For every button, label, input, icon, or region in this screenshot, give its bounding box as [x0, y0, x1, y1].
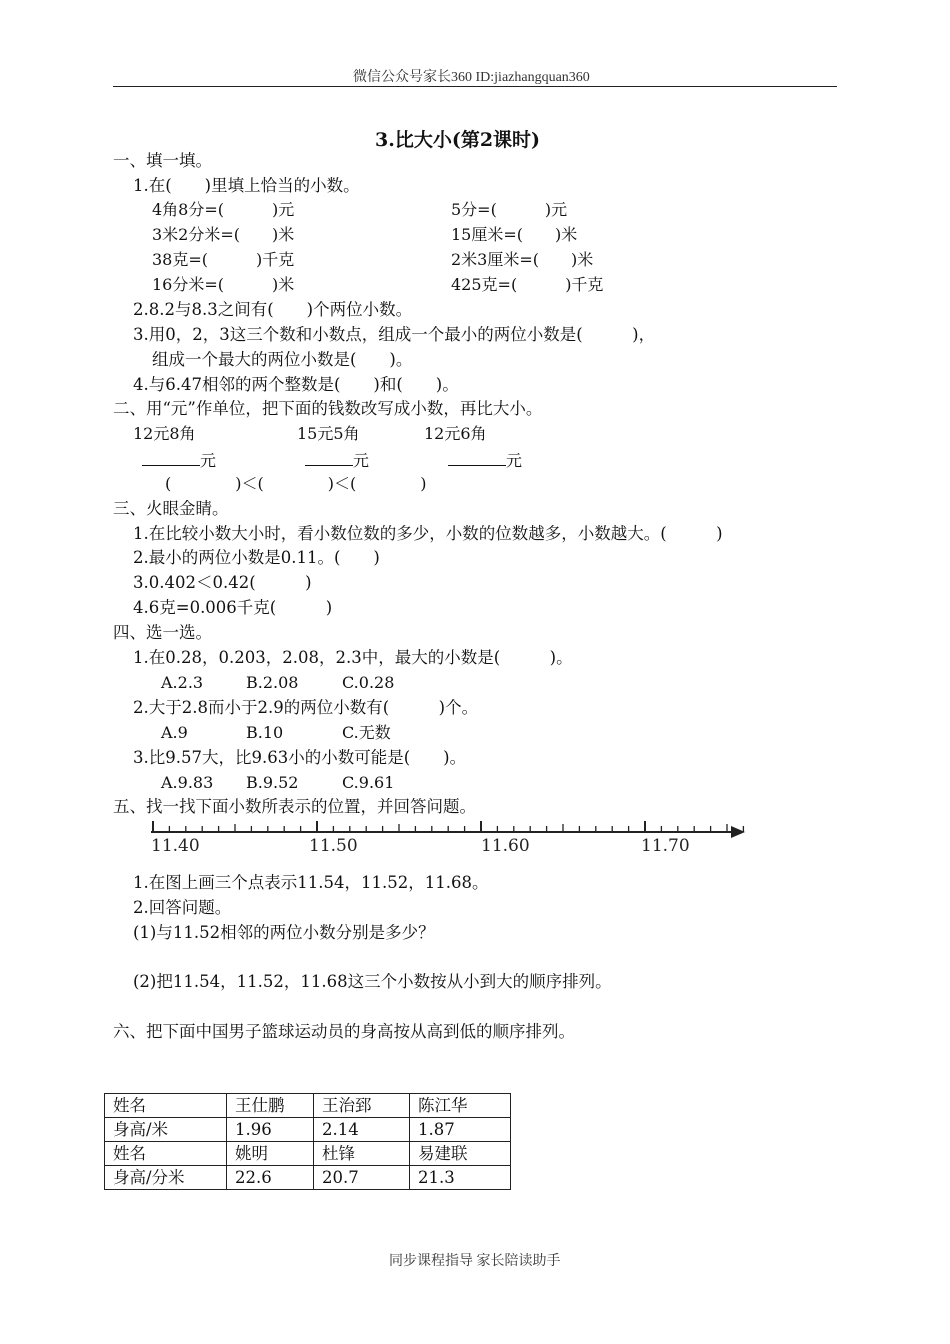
number-line [145, 816, 750, 858]
s1-question-2: 2.8.2与8.3之间有( )个两位小数。 [133, 300, 413, 319]
number-line-label: 11.50 [309, 836, 358, 856]
table-cell: 1.96 [227, 1118, 314, 1142]
page-header: 微信公众号家长360 ID:jiazhangquan360 [353, 70, 590, 85]
s1-q1-item: 5分=( )元 [451, 200, 568, 219]
section-1-heading: 一、填一填。 [113, 151, 212, 170]
table-cell: 陈江华 [410, 1094, 511, 1118]
s1-question-3b: 组成一个最大的两位小数是( )。 [152, 350, 413, 369]
s4-q3-option-c: C.9.61 [342, 773, 395, 792]
s1-q1-item: 2米3厘米=( )米 [451, 250, 594, 269]
table-cell: 王仕鹏 [227, 1094, 314, 1118]
s1-q1-item: 38克=( )千克 [152, 250, 295, 269]
table-cell: 身高/分米 [105, 1166, 227, 1190]
number-line-ticks [153, 821, 743, 832]
s4-q2-option-b: B.10 [246, 723, 284, 742]
s2-money-item: 15元5角 [297, 424, 360, 443]
s4-q2-option-c: C.无数 [342, 723, 391, 742]
table-row [105, 1166, 511, 1190]
table-cell: 21.3 [410, 1166, 511, 1190]
s4-q2-option-a: A.9 [161, 723, 188, 742]
table-cell: 杜锋 [314, 1142, 410, 1166]
table-cell: 身高/米 [105, 1118, 227, 1142]
height-table [104, 1093, 511, 1190]
number-line-label: 11.60 [481, 836, 530, 856]
table-cell: 姓名 [105, 1142, 227, 1166]
s1-q1-item: 15厘米=( )米 [451, 225, 578, 244]
s4-question-3: 3.比9.57大，比9.63小的小数可能是( )。 [133, 748, 467, 767]
s5-question-2: 2.回答问题。 [133, 898, 232, 917]
s4-q1-option-b: B.2.08 [246, 673, 299, 692]
table-row [105, 1094, 511, 1118]
table-cell: 易建联 [410, 1142, 511, 1166]
page-footer: 同步课程指导 家长陪读助手 [389, 1254, 561, 1269]
section-6-heading: 六、把下面中国男子篮球运动员的身高按从高到低的顺序排列。 [113, 1022, 575, 1041]
s1-question-4: 4.与6.47相邻的两个整数是( )和( )。 [133, 375, 459, 394]
s1-question-3a: 3.用0，2，3这三个数和小数点，组成一个最小的两位小数是( )， [133, 325, 656, 344]
table-cell: 2.14 [314, 1118, 410, 1142]
s1-q1-item: 4角8分=( )元 [152, 200, 295, 219]
s3-question-2: 2.最小的两位小数是0.11。( ) [133, 548, 380, 567]
s1-q1-item: 16分米=( )米 [152, 275, 295, 294]
s2-answer-blank[interactable]: 元 [448, 449, 522, 472]
s3-question-1: 1.在比较小数大小时，看小数位数的多少，小数的位数越多，小数越大。( ) [133, 524, 723, 543]
table-cell: 22.6 [227, 1166, 314, 1190]
s5-question-2-1: (1)与11.52相邻的两位小数分别是多少？ [133, 923, 435, 942]
section-2-heading: 二、用“元”作单位，把下面的钱数改写成小数，再比大小。 [113, 399, 543, 418]
table-cell: 王治郅 [314, 1094, 410, 1118]
number-line-label: 11.70 [641, 836, 690, 856]
table-row [105, 1118, 511, 1142]
s2-answer-blank[interactable]: 元 [305, 449, 369, 472]
s2-money-item: 12元6角 [424, 424, 487, 443]
s4-question-1: 1.在0.28，0.203，2.08，2.3中，最大的小数是( )。 [133, 648, 573, 667]
s3-question-3: 3.0.402＜0.42( ) [133, 573, 312, 592]
s4-q1-option-c: C.0.28 [342, 673, 395, 692]
table-cell: 姚明 [227, 1142, 314, 1166]
section-3-heading: 三、火眼金睛。 [113, 499, 229, 518]
table-row [105, 1142, 511, 1166]
s1-q1-item: 425克=( )千克 [451, 275, 604, 294]
s5-question-1: 1.在图上画三个点表示11.54，11.52，11.68。 [133, 873, 489, 892]
s2-money-item: 12元8角 [133, 424, 196, 443]
s3-question-4: 4.6克=0.006千克( ) [133, 598, 333, 617]
s4-q3-option-a: A.9.83 [161, 773, 214, 792]
table-cell: 1.87 [410, 1118, 511, 1142]
s2-compare: ( )＜( )＜( ) [165, 474, 427, 493]
s5-question-2-2: (2)把11.54，11.52，11.68这三个小数按从小到大的顺序排列。 [133, 972, 612, 991]
s4-question-2: 2.大于2.8而小于2.9的两位小数有( )个。 [133, 698, 479, 717]
page-title: 3.比大小(第2课时) [375, 129, 541, 151]
header-rule [113, 86, 837, 87]
section-5-heading: 五、找一找下面小数所表示的位置，并回答问题。 [113, 797, 476, 816]
section-4-heading: 四、选一选。 [113, 623, 212, 642]
s2-answer-blank[interactable]: 元 [142, 449, 216, 472]
s4-q1-option-a: A.2.3 [161, 673, 204, 692]
s1-q1-item: 3米2分米=( )米 [152, 225, 295, 244]
table-cell: 姓名 [105, 1094, 227, 1118]
s1-question-1: 1.在( )里填上恰当的小数。 [133, 176, 360, 195]
number-line-label: 11.40 [151, 836, 200, 856]
table-cell: 20.7 [314, 1166, 410, 1190]
s4-q3-option-b: B.9.52 [246, 773, 299, 792]
